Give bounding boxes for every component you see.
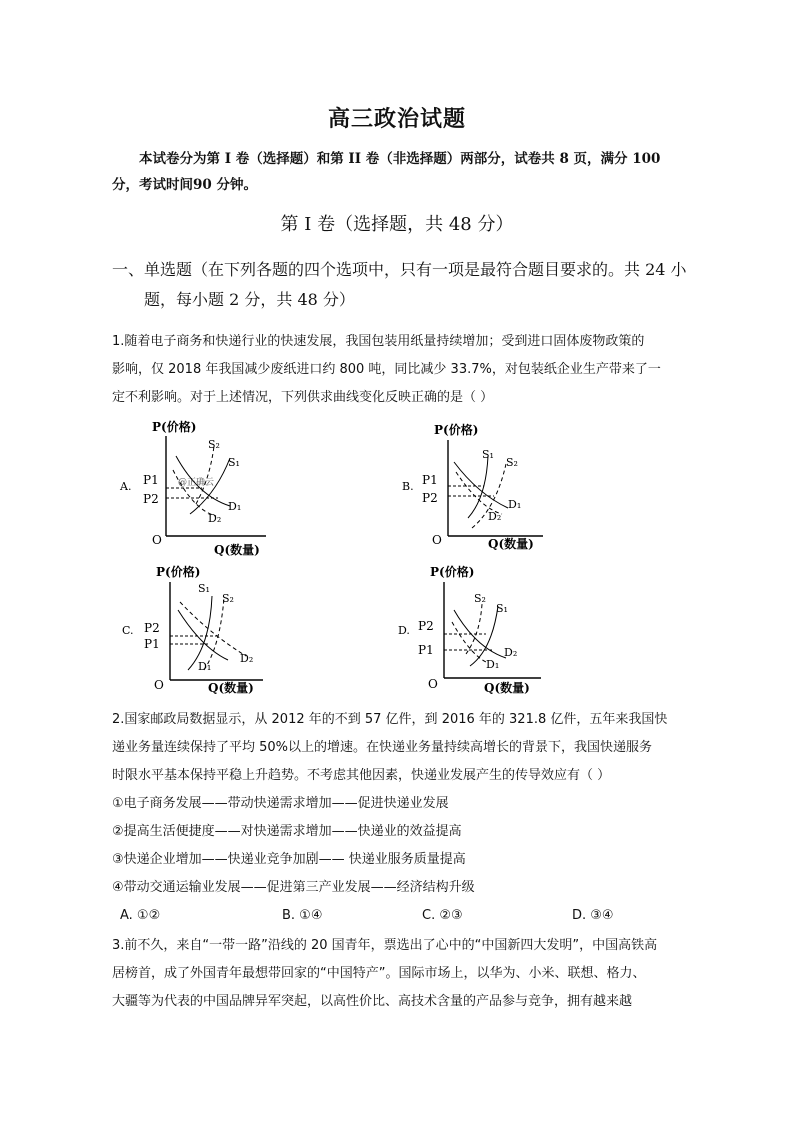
curve-label: S₂ [506,456,518,469]
origin-label: O [428,677,438,691]
graph-c [118,562,278,702]
supply-curve-s1 [188,596,212,670]
graph-option-label: D. [398,624,410,637]
graph-option-label: B. [402,480,414,493]
q2-option-c[interactable]: C. ②③ [422,908,463,923]
q2-line: 时限水平基本保持平稳上升趋势。不考虑其他因素，快递业发展产生的传导效应有（ ） [112,768,611,783]
q3-line: 大疆等为代表的中国品牌异军突起，以高性价比、高技术含量的产品参与竞争，拥有越来越 [112,994,633,1009]
demand-curve-d2 [173,470,216,516]
curve-label: S₂ [222,592,234,605]
q3-line: 3.前不久，来自“一带一路”沿线的 20 国青年，票选出了心中的“中国新四大发明”，中国高铁高 [112,938,658,953]
curve-label: S₂ [208,438,220,451]
curve-label: D₂ [504,646,518,659]
curve-label: D₂ [488,510,502,523]
y-axis-label: P(价格) [430,565,475,579]
q2-line: 2.国家邮政局数据显示，从 2012 年的不到 57 亿件，到 2016 年的 321.8 亿件，五年来我国快 [112,712,668,727]
q2-option-d[interactable]: D. ③④ [572,908,614,923]
curve-label: D₂ [240,652,254,665]
origin-label: O [154,678,164,692]
graph-a [118,418,278,560]
curve-label: S₁ [198,582,210,595]
curve-label: D₁ [508,498,522,511]
part1-heading-line1: 一、单选题（在下列各题的四个选项中，只有一项是最符合题目要求的。共 24 小 [112,260,687,279]
q1-line: 定不利影响。对于上述情况，下列供求曲线变化反映正确的是（ ） [112,390,494,405]
origin-label: O [432,533,442,547]
demand-curve-d2 [452,622,486,662]
graph-d [396,562,556,702]
x-axis-label: Q(数量) [214,543,260,557]
curve-label: D₁ [198,660,212,673]
curve-label: S₂ [474,592,486,605]
curve-label: S₁ [496,602,508,615]
supply-curve-s2 [196,446,214,504]
section-heading: 第 I 卷（选择题，共 48 分） [280,214,514,235]
question-1-text [112,328,687,412]
q2-line: ②提高生活便捷度——对快递需求增加——快递业的效益提高 [112,824,462,839]
curve-label: D₂ [208,512,222,525]
graph-b [398,418,558,560]
demand-curve-d1 [178,610,228,660]
price-label-top: P2 [418,619,434,633]
curve-label: D₁ [228,500,242,513]
graph-option-label: A. [120,480,132,493]
intro-paragraph: 本试卷分为第 I 卷（选择题）和第 II 卷（非选择题）两部分，试卷共 8 页，满分 100 分，考试时间90 分钟。 [112,151,661,193]
question-2-text [112,706,687,902]
price-label-bottom: P2 [143,492,159,506]
page-title: 高三政治试题 [327,106,466,132]
q2-option-b[interactable]: B. ①④ [282,908,323,923]
y-axis-label: P(价格) [156,565,201,579]
supply-curve-s1 [468,456,488,518]
y-axis-label: P(价格) [434,423,479,437]
q2-option-a[interactable]: A. ①② [120,908,161,923]
q2-line: ③快递企业增加——快递业竞争加剧—— 快递业服务质量提高 [112,852,466,867]
x-axis-label: Q(数量) [208,681,254,695]
q2-line: ④带动交通运输业发展——促进第三产业发展——经济结构升级 [112,880,475,895]
price-label-bottom: P1 [144,637,160,651]
graph-option-label: C. [122,624,134,637]
price-label-top: P1 [143,473,159,487]
q2-line: 递业务量连续保持了平均 50%以上的增速。在快递业务量持续高增长的背景下，我国快递服务 [112,740,653,755]
price-label-top: P2 [144,621,160,635]
y-axis-label: P(价格) [152,420,197,434]
question-3-text [112,932,687,1016]
q1-line: 1.随着电子商务和快递行业的快速发展，我国包装用纸量持续增加；受到进口固体废物政策的 [112,334,645,349]
origin-label: O [152,533,162,547]
price-label-bottom: P2 [422,491,438,505]
price-label-top: P1 [422,473,438,487]
q2-line: ①电子商务发展——带动快递需求增加——促进快递业发展 [112,796,449,811]
supply-curve-s1 [470,606,498,666]
watermark: @正确云 [178,478,215,488]
demand-curve-d2 [180,602,246,656]
price-label-bottom: P1 [418,643,434,657]
curve-label: D₁ [486,658,500,671]
x-axis-label: Q(数量) [484,681,530,695]
q1-line: 影响，仅 2018 年我国减少废纸进口约 800 吨，同比减少 33.7%，对包装纸企业生产带来了一 [112,362,661,377]
q3-line: 居榜首，成了外国青年最想带回家的“中国特产”。国际市场上，以华为、小米、联想、格力、 [112,966,646,981]
curve-label: S₁ [228,456,240,469]
curve-label: S₁ [482,448,494,461]
demand-curve-d2 [456,472,502,514]
x-axis-label: Q(数量) [488,537,534,551]
part1-heading-line2: 题，每小题 2 分，共 48 分） [144,290,355,309]
